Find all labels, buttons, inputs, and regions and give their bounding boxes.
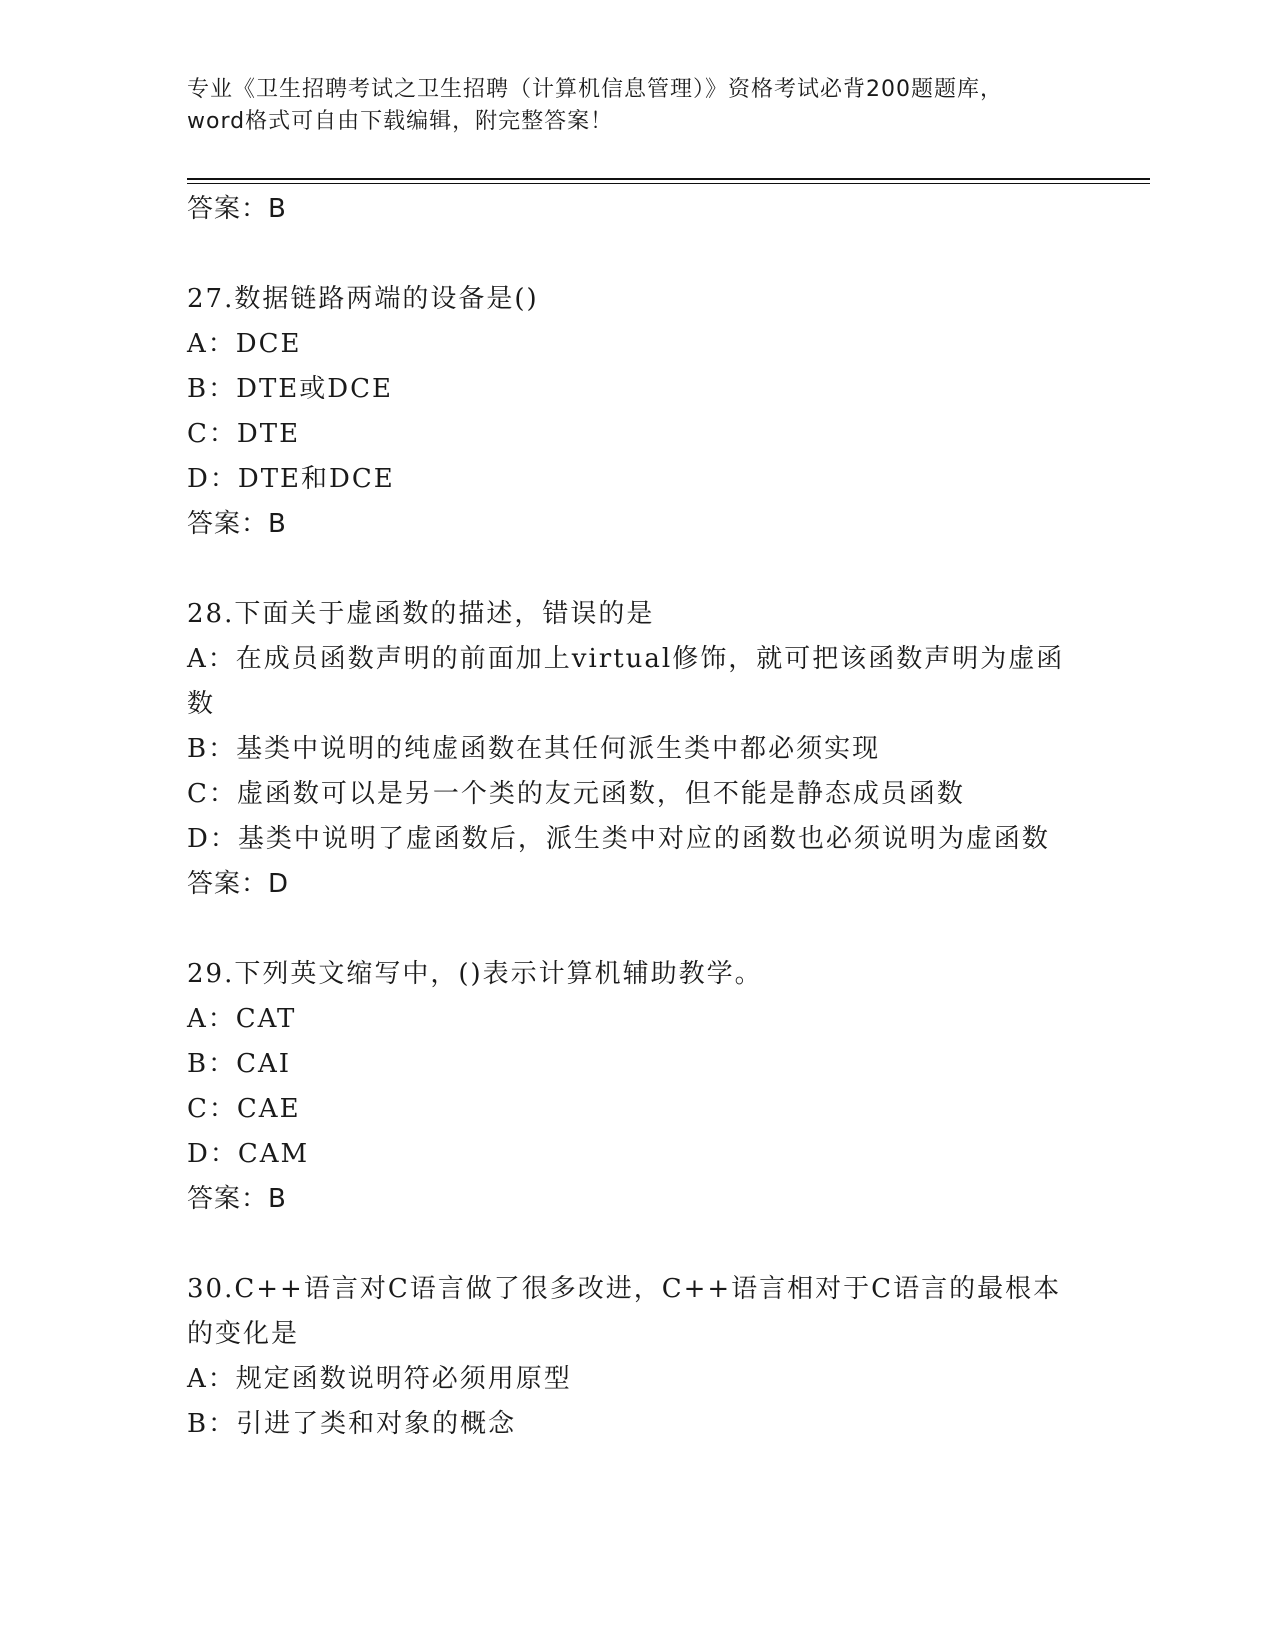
answer-line: 答案：B (187, 1184, 287, 1214)
question-29 (187, 952, 1087, 1222)
question-title: 29.下列英文缩写中，()表示计算机辅助教学。 (187, 959, 763, 989)
option-b: B：CAI (187, 1049, 292, 1079)
answer-line: 答案：D (187, 869, 290, 899)
question-27 (187, 277, 1087, 547)
question-30 (187, 1267, 1087, 1447)
option-a: A：在成员函数声明的前面加上virtual修饰，就可把该函数声明为虚函数 (187, 644, 1065, 719)
spacer (187, 907, 1087, 952)
header-divider-thick (187, 178, 1150, 180)
option-c: C：虚函数可以是另一个类的友元函数，但不能是静态成员函数 (187, 779, 965, 809)
option-d: D：基类中说明了虚函数后，派生类中对应的函数也必须说明为虚函数 (187, 824, 1050, 854)
question-title: 27.数据链路两端的设备是() (187, 284, 539, 314)
spacer (187, 232, 1087, 277)
header-line-1: 专业《卫生招聘考试之卫生招聘（计算机信息管理）》资格考试必背200题题库， (187, 77, 1003, 102)
option-a: A：规定函数说明符必须用原型 (187, 1364, 572, 1394)
option-d: D：CAM (187, 1139, 310, 1169)
answer-line: 答案：B (187, 509, 287, 539)
header-divider-thin (187, 183, 1150, 184)
document-header (187, 74, 1087, 138)
option-c: C：DTE (187, 419, 301, 449)
option-d: D：DTE和DCE (187, 464, 395, 494)
header-line-2: word格式可自由下载编辑，附完整答案！ (187, 109, 614, 134)
answer-line: 答案：B (187, 194, 287, 224)
option-a: A：DCE (187, 329, 302, 359)
option-c: C：CAE (187, 1094, 301, 1124)
document-body (187, 187, 1087, 1447)
spacer (187, 1222, 1087, 1267)
option-a: A：CAT (187, 1004, 297, 1034)
option-b: B：引进了类和对象的概念 (187, 1409, 517, 1439)
question-28 (187, 592, 1087, 907)
option-b: B：DTE或DCE (187, 374, 393, 404)
spacer (187, 547, 1087, 592)
option-b: B：基类中说明的纯虚函数在其任何派生类中都必须实现 (187, 734, 881, 764)
question-title: 30.C++语言对C语言做了很多改进，C++语言相对于C语言的最根本的变化是 (187, 1274, 1062, 1349)
question-title: 28.下面关于虚函数的描述，错误的是 (187, 599, 655, 629)
